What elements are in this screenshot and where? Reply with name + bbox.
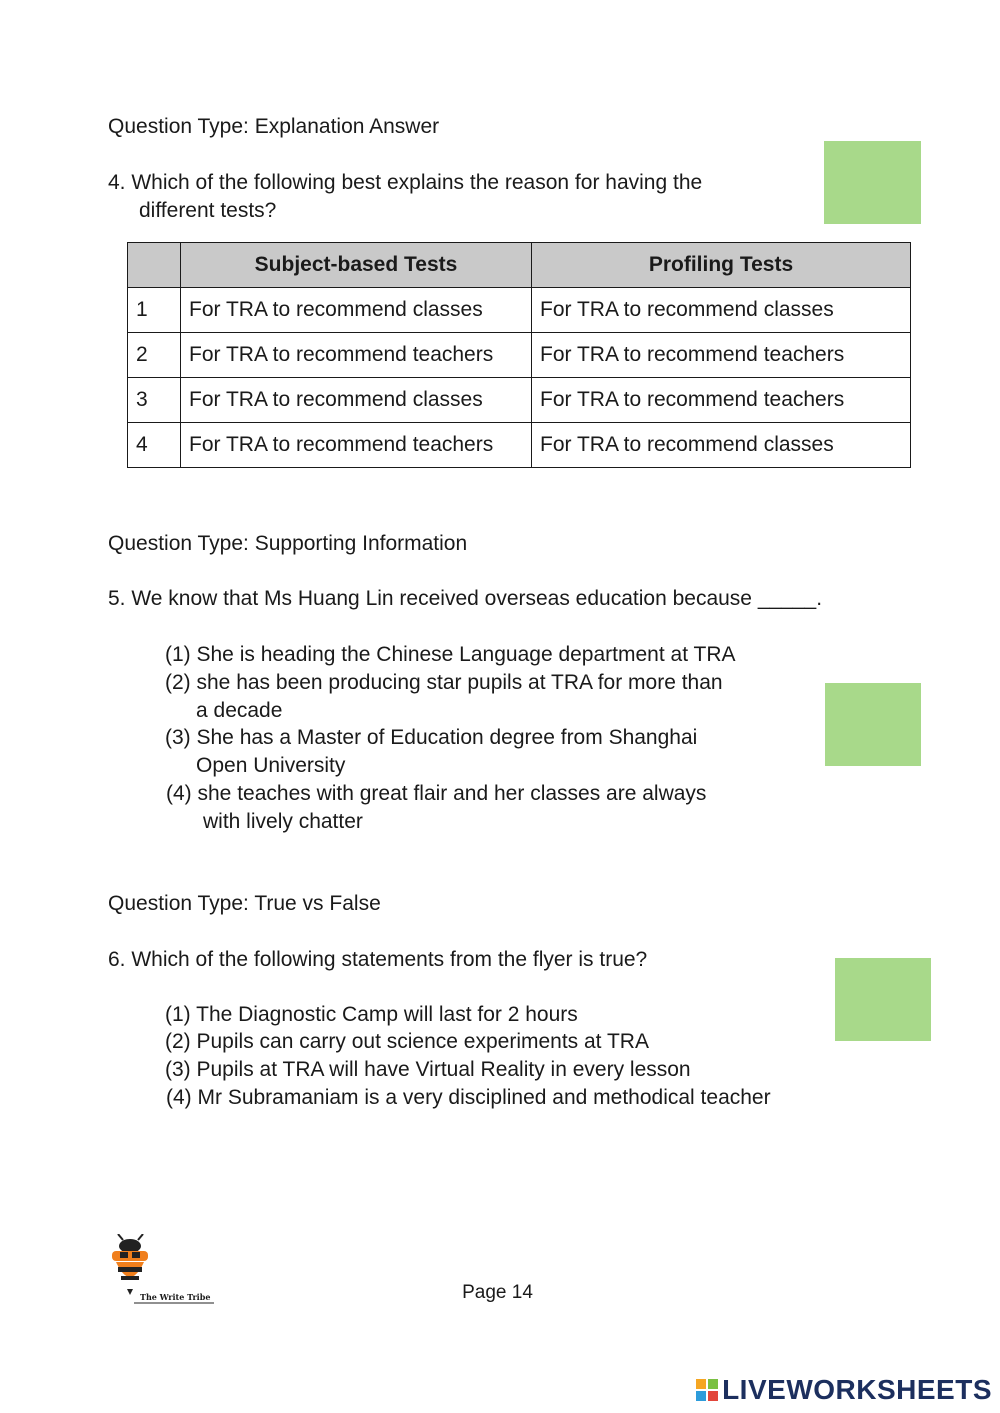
q5-option-3-cont: Open University	[196, 754, 346, 777]
q4-question-line1: 4. Which of the following best explains the reason for having the	[108, 171, 703, 194]
q5-option-4-cont: with lively chatter	[203, 810, 363, 833]
row-number: 1	[128, 288, 181, 333]
brand-icon	[696, 1379, 718, 1401]
q5-option-2-cont: a decade	[196, 699, 283, 722]
q5-type-label: Question Type: Supporting Information	[108, 532, 468, 555]
q4-question-line2: different tests?	[139, 199, 277, 222]
table-header-cell: Subject-based Tests	[181, 243, 532, 288]
liveworksheets-brand	[696, 1374, 992, 1406]
q4-answer-box[interactable]	[824, 141, 921, 224]
table-cell: For TRA to recommend teachers	[532, 333, 911, 378]
row-number: 2	[128, 333, 181, 378]
q6-question: 6. Which of the following statements from the flyer is true?	[108, 948, 648, 971]
table-cell: For TRA to recommend teachers	[532, 378, 911, 423]
q5-answer-box[interactable]	[825, 683, 921, 766]
row-number: 3	[128, 378, 181, 423]
table-header-cell: Profiling Tests	[532, 243, 911, 288]
q4-choice-table	[127, 242, 911, 468]
q6-answer-box[interactable]	[835, 958, 931, 1041]
q6-option-3: (3) Pupils at TRA will have Virtual Reality in every lesson	[165, 1058, 691, 1081]
logo-text: The Write Tribe	[140, 1292, 211, 1302]
q5-option-4: (4) she teaches with great flair and her classes are always	[166, 782, 707, 805]
q5-question: 5. We know that Ms Huang Lin received overseas education because _____.	[108, 587, 823, 610]
table-cell: For TRA to recommend classes	[181, 378, 532, 423]
q6-option-4: (4) Mr Subramaniam is a very disciplined and methodical teacher	[166, 1086, 771, 1109]
table-header-cell	[128, 243, 181, 288]
q4-type-label: Question Type: Explanation Answer	[108, 115, 440, 138]
q6-type-label: Question Type: True vs False	[108, 892, 381, 915]
table-row	[128, 288, 911, 333]
table-row	[128, 333, 911, 378]
table-cell: For TRA to recommend teachers	[181, 423, 532, 468]
q5-option-1: (1) She is heading the Chinese Language department at TRA	[165, 643, 736, 666]
q6-option-1: (1) The Diagnostic Camp will last for 2 hours	[165, 1003, 578, 1026]
table-cell: For TRA to recommend classes	[532, 423, 911, 468]
table-header-row	[128, 243, 911, 288]
table-cell: For TRA to recommend teachers	[181, 333, 532, 378]
page-number: Page 14	[462, 1282, 533, 1303]
q5-option-2: (2) she has been producing star pupils at TRA for more than	[165, 671, 723, 694]
table-cell: For TRA to recommend classes	[532, 288, 911, 333]
brand-text: LIVEWORKSHEETS	[722, 1374, 992, 1405]
table-cell: For TRA to recommend classes	[181, 288, 532, 333]
table-row	[128, 378, 911, 423]
table-row	[128, 423, 911, 468]
row-number: 4	[128, 423, 181, 468]
q5-option-3: (3) She has a Master of Education degree from Shanghai	[165, 726, 698, 749]
q6-option-2: (2) Pupils can carry out science experiments at TRA	[165, 1030, 649, 1053]
